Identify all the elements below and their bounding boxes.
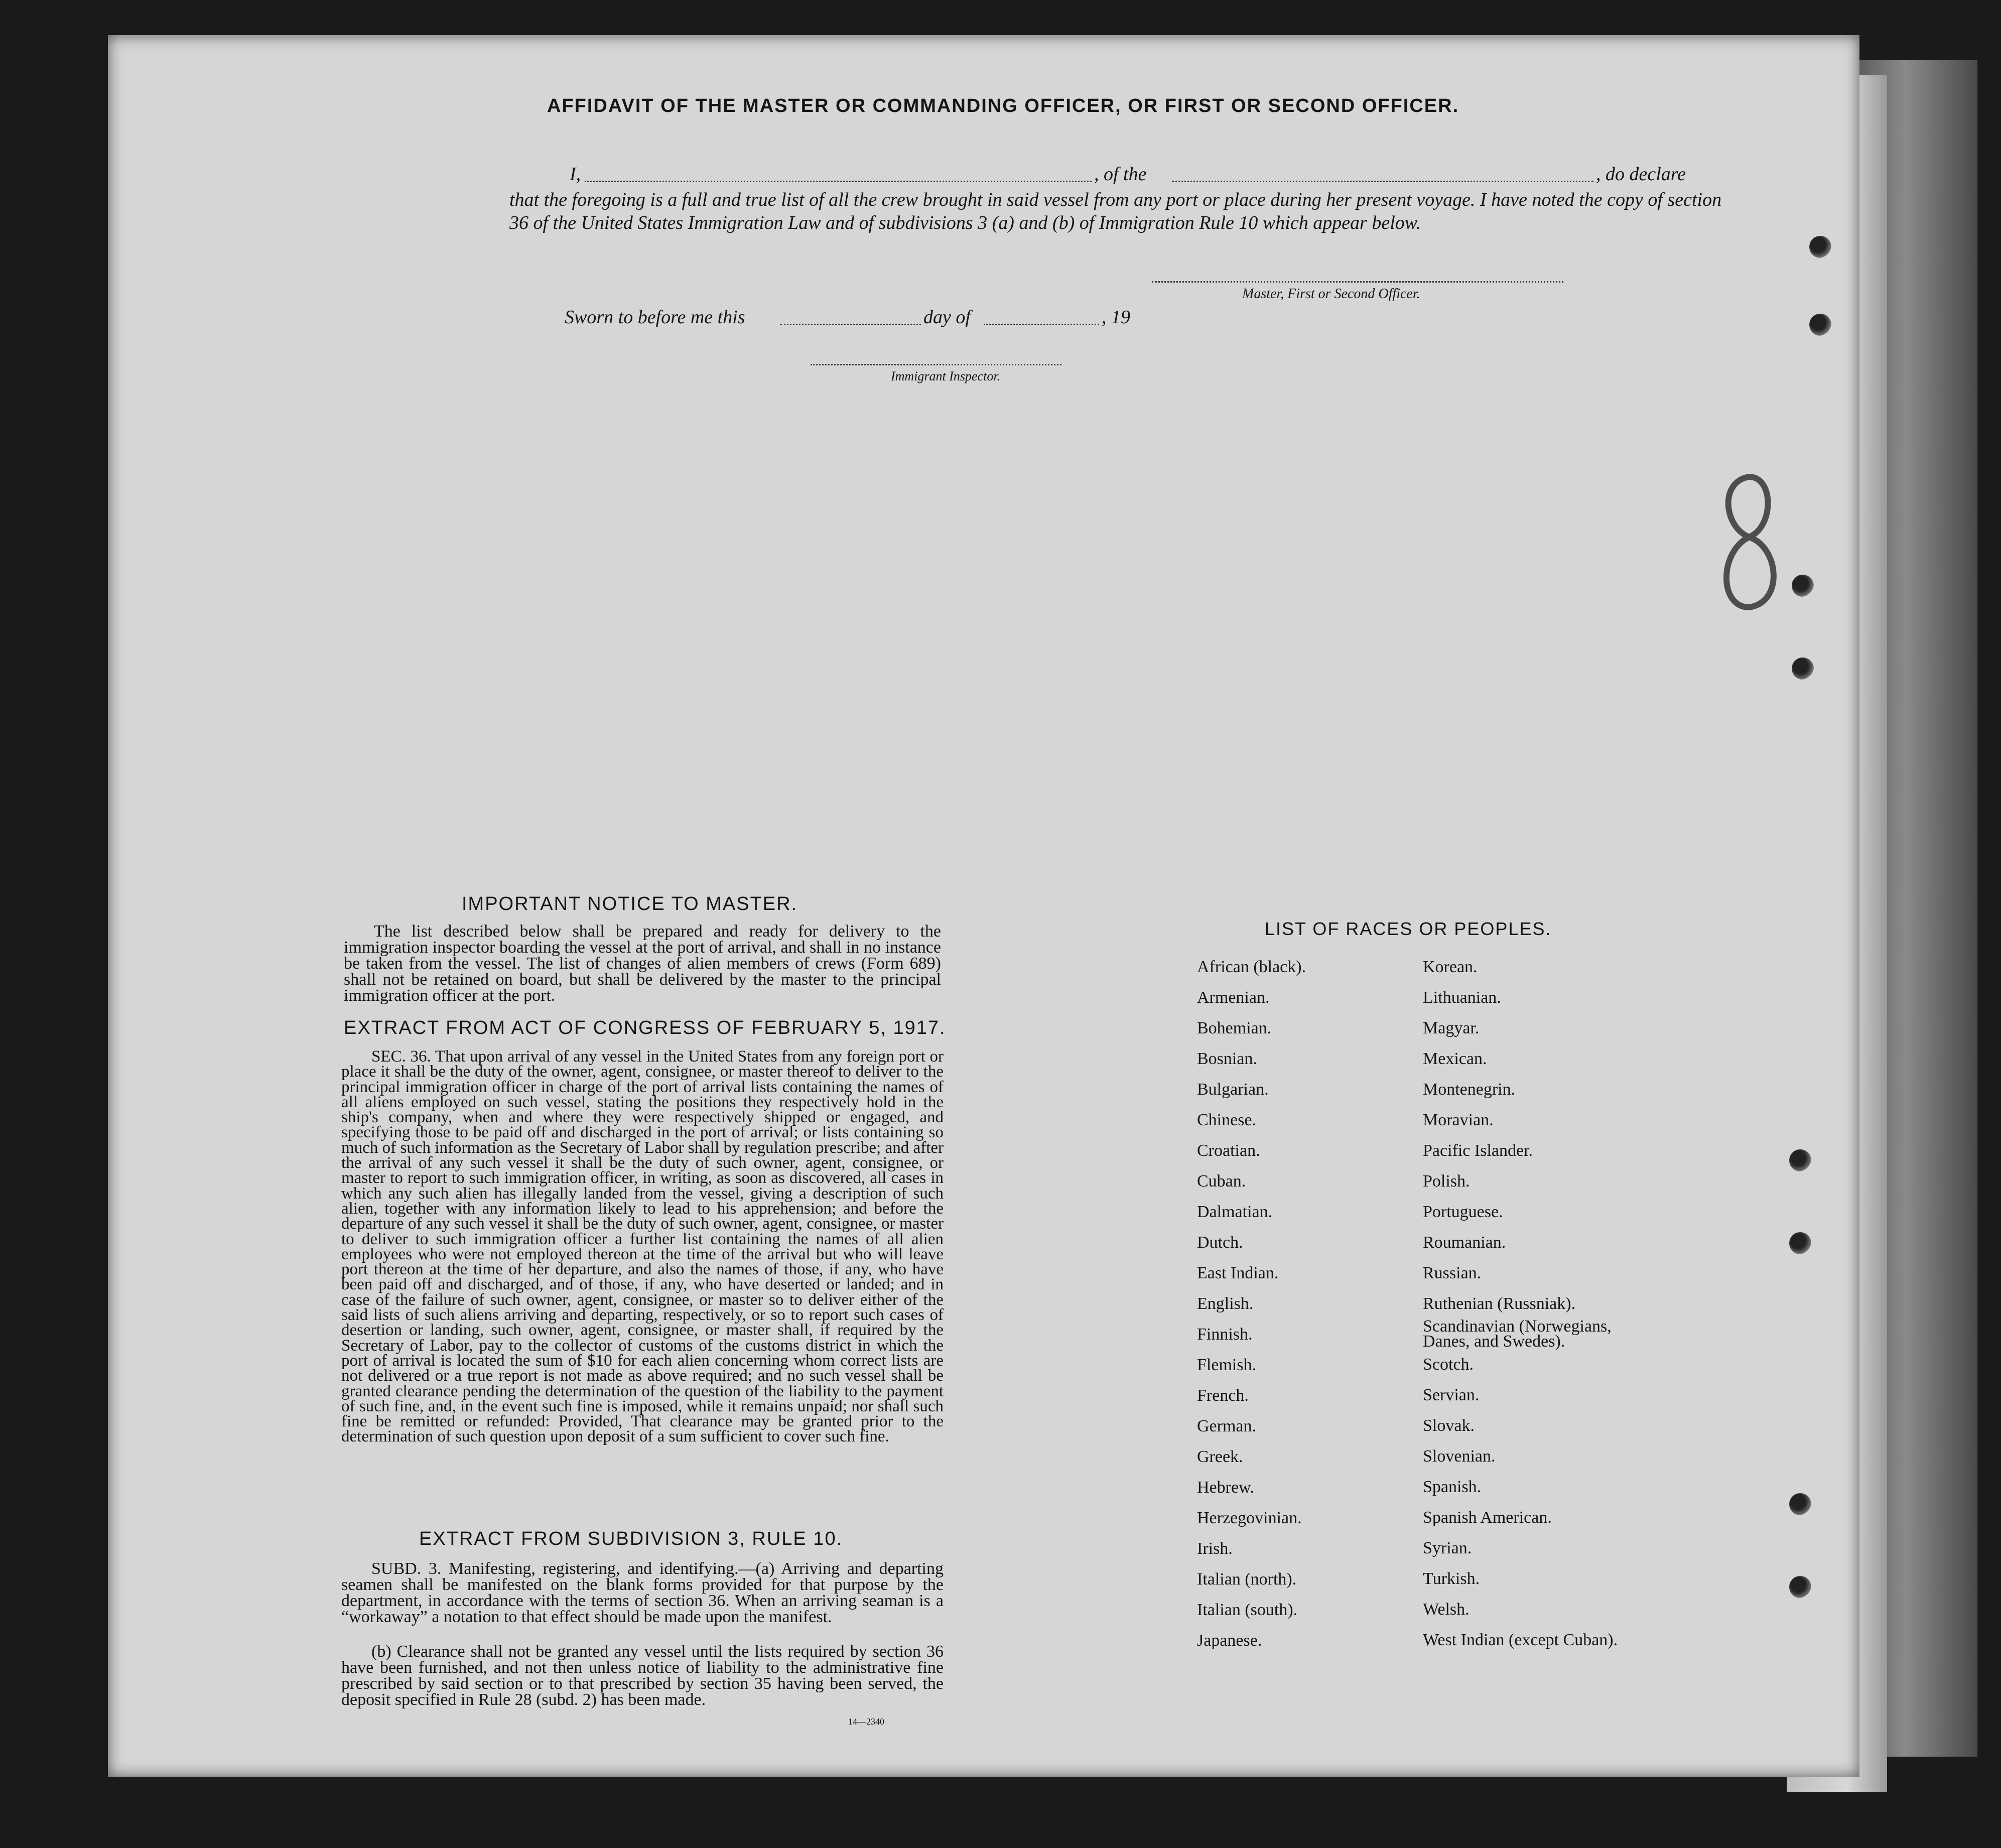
master-signature-line[interactable] bbox=[1152, 281, 1563, 283]
race-item: Korean. bbox=[1423, 958, 1478, 976]
affidavit-title: AFFIDAVIT OF THE MASTER OR COMMANDING OFFICER, OR FIRST OR SECOND OFFICER. bbox=[547, 95, 1459, 116]
rule-para-a: SUBD. 3. Manifesting, registering, and identifying.—(a) Arriving and departing seamen shall be manifested on the blank forms provided for that purpose by the department, in accordance with the terms of section 36. When an arriving seaman is a “workaway” a notation to that effect should be made upon the manifest. bbox=[341, 1559, 944, 1626]
race-item: Montenegrin. bbox=[1423, 1080, 1516, 1099]
race-item: Armenian. bbox=[1197, 988, 1270, 1007]
manifest-page bbox=[108, 35, 1859, 1777]
race-item: Polish. bbox=[1423, 1172, 1470, 1191]
race-item: Dalmatian. bbox=[1197, 1203, 1273, 1221]
punch-hole bbox=[1809, 314, 1831, 336]
notice-title: IMPORTANT NOTICE TO MASTER. bbox=[462, 893, 798, 914]
act-extract-body: SEC. 36. That upon arrival of any vessel in the United States from any foreign port or place it shall be the duty of the owner, agent, consignee, or master thereof to deliver to the principal immigration officer in charge of the port of arrival lists containing the names of all aliens employed on such vessel, stating the positions they respectively hold in the ship's company, when and where they were respectively shipped or engaged, and specifying those to be paid off and discharged in the port of arrival; or lists containing so much of such information as the Secretary of Labor shall by regulation prescribe; and after the arrival of any such vessel it shall be the duty of such owner, agent, consignee, or master to report to such immigration officer, in writing, as soon as discovered, all cases in which any such alien has illegally landed from the vessel, giving a description of such alien, together with any information likely to lead to his apprehension; and before the departure of any such vessel it shall be the duty of such owner, agent, consignee, or master to deliver to such immigration officer a further list containing the names of all alien employees who were not employed thereon at the time of the arrival but who will leave port thereon at the time of her departure, and also the names of those, if any, who have been paid off and discharged, and of those, if any, who have deserted or landed; and in case of the failure of such owner, agent, consignee, or master so to deliver either of the said lists of such aliens arriving and departing, respectively, or so to report such cases of desertion or landing, such owner, agent, consignee, or master shall, if required by the Secretary of Labor, pay to the collector of customs of the customs district in which the port of arrival is located the sum of $10 for each alien concerning whom correct lists are not delivered or a true report is not made as above required; and no such vessel shall be granted clearance pending the determination of the question of the liability to the payment of such fine, and, in the event such fine is imposed, while it remains unpaid; nor shall such fine be remitted or refunded: Provided, That clearance may be granted prior to the determination of such question upon deposit of a sum sufficient to cover such fine. bbox=[341, 1047, 944, 1446]
race-item: Flemish. bbox=[1197, 1356, 1257, 1374]
race-item: French. bbox=[1197, 1386, 1249, 1405]
race-item: Herzegovinian. bbox=[1197, 1509, 1302, 1527]
rule-extract-title: EXTRACT FROM SUBDIVISION 3, RULE 10. bbox=[419, 1528, 843, 1549]
race-item: Greek. bbox=[1197, 1447, 1243, 1466]
race-item: Italian (north). bbox=[1197, 1570, 1297, 1589]
race-item: Spanish. bbox=[1423, 1478, 1482, 1496]
rule-para-b: (b) Clearance shall not be granted any vessel until the lists required by section 36 have been furnished, and not then unless notice of liability to the administrative fine prescribed by said section or to that prescribed by section 35 having been served, the deposit specified in Rule 28 (subd. 2) has been made. bbox=[341, 1642, 944, 1709]
race-item: African (black). bbox=[1197, 958, 1306, 976]
master-name-line[interactable] bbox=[585, 181, 1092, 182]
race-item: Bohemian. bbox=[1197, 1019, 1272, 1037]
punch-hole bbox=[1789, 1576, 1811, 1598]
race-item: Portuguese. bbox=[1423, 1203, 1503, 1221]
punch-hole bbox=[1789, 1149, 1811, 1171]
punch-hole bbox=[1792, 657, 1814, 680]
punch-hole bbox=[1809, 236, 1831, 258]
affidavit-declare-label: , do declare bbox=[1596, 164, 1686, 185]
race-item: Welsh. bbox=[1423, 1600, 1470, 1619]
race-item: Roumanian. bbox=[1423, 1233, 1506, 1252]
race-item: Croatian. bbox=[1197, 1141, 1260, 1160]
race-item: Servian. bbox=[1423, 1386, 1480, 1404]
affidavit-body: that the foregoing is a full and true list of all the crew brought in said vessel from any port or place during her present voyage. I have noted the copy of section 36 of the United States Immigration Law and of subdivisions 3 (a) and (b) of Immigration Rule 10 which appear below. bbox=[509, 189, 1722, 233]
pencil-mark-figure bbox=[1709, 467, 1789, 653]
race-item: Magyar. bbox=[1423, 1019, 1480, 1037]
act-extract-title: EXTRACT FROM ACT OF CONGRESS OF FEBRUARY 5, 1917. bbox=[344, 1017, 946, 1038]
race-item: Moravian. bbox=[1423, 1111, 1494, 1129]
inspector-caption: Immigrant Inspector. bbox=[891, 369, 1001, 383]
race-item: Bulgarian. bbox=[1197, 1080, 1269, 1099]
race-item: Scotch. bbox=[1423, 1355, 1474, 1374]
sworn-month-line[interactable] bbox=[984, 324, 1099, 325]
affidavit-of-the-label: , of the bbox=[1094, 164, 1147, 185]
races-title: LIST OF RACES OR PEOPLES. bbox=[1265, 918, 1552, 939]
race-item: Turkish. bbox=[1423, 1569, 1480, 1588]
vessel-name-line[interactable] bbox=[1172, 181, 1593, 182]
race-item: German. bbox=[1197, 1417, 1257, 1435]
race-item: Slovenian. bbox=[1423, 1447, 1496, 1466]
inspector-signature-line[interactable] bbox=[811, 364, 1061, 365]
race-item: Pacific Islander. bbox=[1423, 1141, 1533, 1160]
race-item: Chinese. bbox=[1197, 1111, 1257, 1129]
sworn-day-line[interactable] bbox=[780, 324, 921, 325]
race-item: Syrian. bbox=[1423, 1539, 1472, 1557]
form-number: 14—2340 bbox=[848, 1717, 884, 1727]
punch-hole bbox=[1792, 575, 1814, 597]
punch-hole bbox=[1789, 1493, 1811, 1515]
race-item: Finnish. bbox=[1197, 1325, 1253, 1344]
race-item: Scandinavian (Norwegians, Danes, and Swedes). bbox=[1423, 1317, 1612, 1351]
race-item: West Indian (except Cuban). bbox=[1423, 1631, 1618, 1649]
race-item: Hebrew. bbox=[1197, 1478, 1254, 1497]
affidavit-i-label: I, bbox=[570, 164, 581, 185]
race-item: Russian. bbox=[1423, 1264, 1482, 1282]
race-item: Lithuanian. bbox=[1423, 988, 1501, 1007]
races-right-column bbox=[1423, 952, 1634, 1655]
races-left-column bbox=[1197, 952, 1306, 1656]
punch-hole bbox=[1789, 1232, 1811, 1254]
day-of-label: day of bbox=[923, 307, 971, 328]
race-item: English. bbox=[1197, 1294, 1254, 1313]
sworn-label: Sworn to before me this bbox=[565, 307, 745, 328]
race-item: Slovak. bbox=[1423, 1416, 1475, 1435]
race-item: Italian (south). bbox=[1197, 1601, 1298, 1619]
race-item: Ruthenian (Russniak). bbox=[1423, 1294, 1576, 1313]
race-item: Spanish American. bbox=[1423, 1508, 1552, 1527]
race-item: Irish. bbox=[1197, 1539, 1233, 1558]
notice-body: The list described below shall be prepared and ready for delivery to the immigration inspector boarding the vessel at the port of arrival, and shall in no instance be taken from the vessel. The list of changes of alien members of crews (Form 689) shall not be retained on board, but shall be delivered by the master to the principal immigration officer at the port. bbox=[344, 922, 941, 1005]
race-item: East Indian. bbox=[1197, 1264, 1279, 1282]
race-item: Mexican. bbox=[1423, 1049, 1487, 1068]
race-item: Bosnian. bbox=[1197, 1049, 1257, 1068]
race-item: Japanese. bbox=[1197, 1631, 1262, 1650]
handwritten-8-icon bbox=[1709, 467, 1789, 617]
race-item: Dutch. bbox=[1197, 1233, 1243, 1252]
year-label: , 19 bbox=[1102, 307, 1130, 328]
race-item: Cuban. bbox=[1197, 1172, 1246, 1191]
master-caption: Master, First or Second Officer. bbox=[1242, 286, 1420, 302]
